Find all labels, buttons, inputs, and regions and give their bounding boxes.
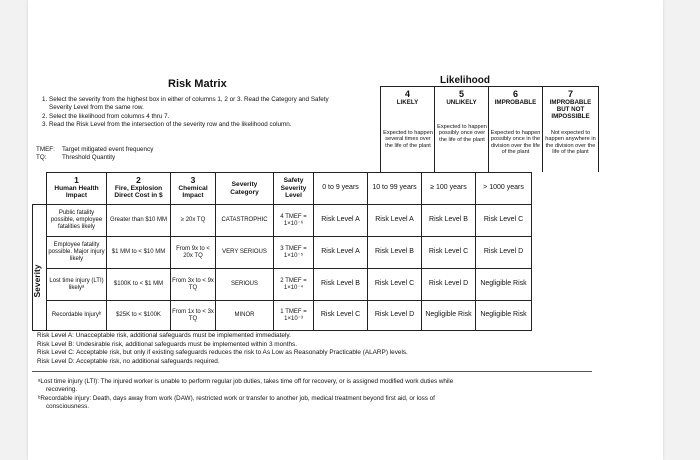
likelihood-col-6	[489, 90, 542, 106]
cell-chem: From 9x to < 20x TQ	[171, 237, 216, 269]
cell-risk: Risk Level A	[314, 237, 368, 269]
cell-risk: Negligible Risk	[476, 269, 532, 301]
severity-axis-text: Severity	[32, 264, 42, 298]
cell-risk: Negligible Risk	[476, 301, 532, 331]
likelihood-desc: Expected to happen several times over the life of the plant	[383, 130, 433, 149]
freq-cell: ≥ 100 years	[422, 173, 476, 205]
instructions-list	[37, 96, 337, 129]
likelihood-divider	[598, 86, 599, 172]
cell-human: Recordable Injuryᵇ	[47, 301, 107, 331]
col-name: LIKELY	[396, 99, 419, 106]
cell-chem: From 3x to < 9x TQ	[171, 269, 216, 301]
risk-note: Risk Level C: Acceptable risk, but only if existing safeguards reduces the risk to As Low as Reasonably Practicable (ALARP) levels.	[37, 349, 408, 357]
cell-category: MINOR	[216, 301, 274, 331]
cell-risk: Risk Level A	[314, 205, 368, 237]
matrix-title: Risk Matrix	[168, 78, 227, 90]
instruction-item: 1. Select the severity from the highest box in either of columns 1, 2 or 3. Read the Category and Safety Severity Level from the same row.	[49, 96, 337, 113]
likelihood-title: Likelihood	[440, 75, 490, 86]
col-name: IMPROBABLE BUT NOT IMPOSSIBLE	[549, 99, 592, 120]
header-number: 1	[74, 175, 79, 186]
freq-cell: 0 to 9 years	[314, 173, 368, 205]
risk-note: Risk Level A: Unacceptable risk, additional safeguards must be implemented immediately.	[37, 332, 291, 339]
table-row	[33, 237, 532, 269]
cell-risk: Risk Level D	[368, 301, 422, 331]
footnotes	[38, 378, 598, 411]
col-number: 7	[567, 89, 573, 99]
cell-human: Lost time injury (LTI) likelyᵃ	[47, 269, 107, 301]
cell-risk: Risk Level A	[368, 205, 422, 237]
freq-cell: > 1000 years	[476, 173, 532, 205]
likelihood-col-7	[543, 90, 598, 120]
cell-cost: Greater than $10 MM	[107, 205, 171, 237]
cell-ssl: 4 TMEF = 1×10⁻⁶	[274, 205, 314, 237]
likelihood-desc: Expected to happen possibly once in the division over the life of the plant	[490, 130, 541, 156]
legend-text: Threshold Quantity	[62, 154, 116, 161]
cell-risk: Risk Level C	[476, 205, 532, 237]
cell-ssl: 1 TMEF = 1×10⁻³	[274, 301, 314, 331]
header-ssl: Safety Severity Level	[274, 173, 314, 205]
footnote-cont: recovering.	[46, 386, 78, 394]
likelihood-header-lines	[380, 86, 598, 87]
cell-risk: Risk Level B	[368, 237, 422, 269]
cell-category: SERIOUS	[216, 269, 274, 301]
likelihood-col-5	[435, 90, 488, 106]
table-row	[33, 205, 532, 237]
footnote: ᵃLost time injury (LTI): The injured worker is unable to perform regular job duties, takes time off for recovery, or is assigned modified work duties while	[38, 378, 454, 385]
header-number: 2	[136, 175, 141, 186]
header-label: Human Health Impact	[54, 184, 99, 200]
col-name: UNLIKELY	[446, 99, 477, 106]
severity-axis-cell	[33, 205, 47, 331]
cell-risk: Risk Level C	[368, 269, 422, 301]
col-number: 5	[458, 89, 464, 99]
instruction-item: 2. Select the likelihood from columns 4 thru 7.	[49, 113, 337, 121]
table-row	[33, 269, 532, 301]
cell-risk: Risk Level B	[314, 269, 368, 301]
likelihood-col-4	[381, 90, 434, 106]
header-chemical	[171, 173, 216, 205]
instruction-item: 3. Read the Risk Level from the intersection of the severity row and the likelihood column.	[49, 121, 337, 129]
cell-ssl: 2 TMEF = 1×10⁻⁴	[274, 269, 314, 301]
header-category: Severity Category	[216, 173, 274, 205]
footnote-cont: consciousness.	[46, 402, 90, 410]
cell-risk: Negligible Risk	[422, 301, 476, 331]
likelihood-desc: Expected to happen possibly once over the life of the plant	[437, 124, 487, 143]
cell-risk: Risk Level B	[422, 205, 476, 237]
risk-note: Risk Level D: Acceptable risk, no additional safeguards required.	[37, 357, 220, 365]
cell-chem: From 1x to < 3x TQ	[171, 301, 216, 331]
likelihood-desc: Not expected to happen anywhere in the division over the life of the plant	[545, 130, 596, 156]
cell-risk: Risk Level D	[422, 269, 476, 301]
table-row	[33, 301, 532, 331]
cell-human: Public fatality possible, employee fatalities likely	[47, 205, 107, 237]
col-number: 6	[512, 89, 518, 99]
cell-human: Employee fatality possible. Major injury likely	[47, 237, 107, 269]
legend-key: TMEF:	[36, 146, 55, 153]
cell-cost: $25K to < $100K	[107, 301, 171, 331]
cell-cost: $100K to < $1 MM	[107, 269, 171, 301]
legend-key: TQ:	[36, 154, 47, 161]
col-name: IMPROBABLE	[494, 99, 537, 106]
cell-ssl: 3 TMEF = 1×10⁻⁵	[274, 237, 314, 269]
divider	[32, 371, 592, 372]
risk-level-notes	[37, 332, 408, 366]
table-header-row	[33, 173, 532, 205]
col-number: 4	[404, 89, 410, 99]
header-label: Fire, Explosion Direct Cost in $	[114, 184, 163, 200]
cell-category: VERY SERIOUS	[216, 237, 274, 269]
cell-risk: Risk Level C	[314, 301, 368, 331]
abbreviation-legend	[36, 146, 153, 162]
header-human-health	[47, 173, 107, 205]
risk-matrix-table	[32, 172, 532, 331]
risk-note: Risk Level B: Undesirable risk, additional safeguards must be implemented within 3 months.	[37, 340, 298, 348]
cell-risk: Risk Level C	[422, 237, 476, 269]
spacer-cell	[33, 173, 47, 205]
cell-chem: ≥ 20x TQ	[171, 205, 216, 237]
footnote: ᵇRecordable injury: Death, days away from work (DAW), restricted work or transfer to another job, medical treatment beyond first aid, or loss of	[38, 394, 435, 402]
cell-cost: $1 MM to < $10 MM	[107, 237, 171, 269]
freq-cell: 10 to 99 years	[368, 173, 422, 205]
header-fire-cost	[107, 173, 171, 205]
cell-category: CATASTROPHIC	[216, 205, 274, 237]
cell-risk: Risk Level D	[476, 237, 532, 269]
legend-text: Target mitigated event frequency	[62, 146, 154, 153]
header-number: 3	[190, 175, 196, 186]
header-label: Chemical Impact	[178, 184, 208, 200]
